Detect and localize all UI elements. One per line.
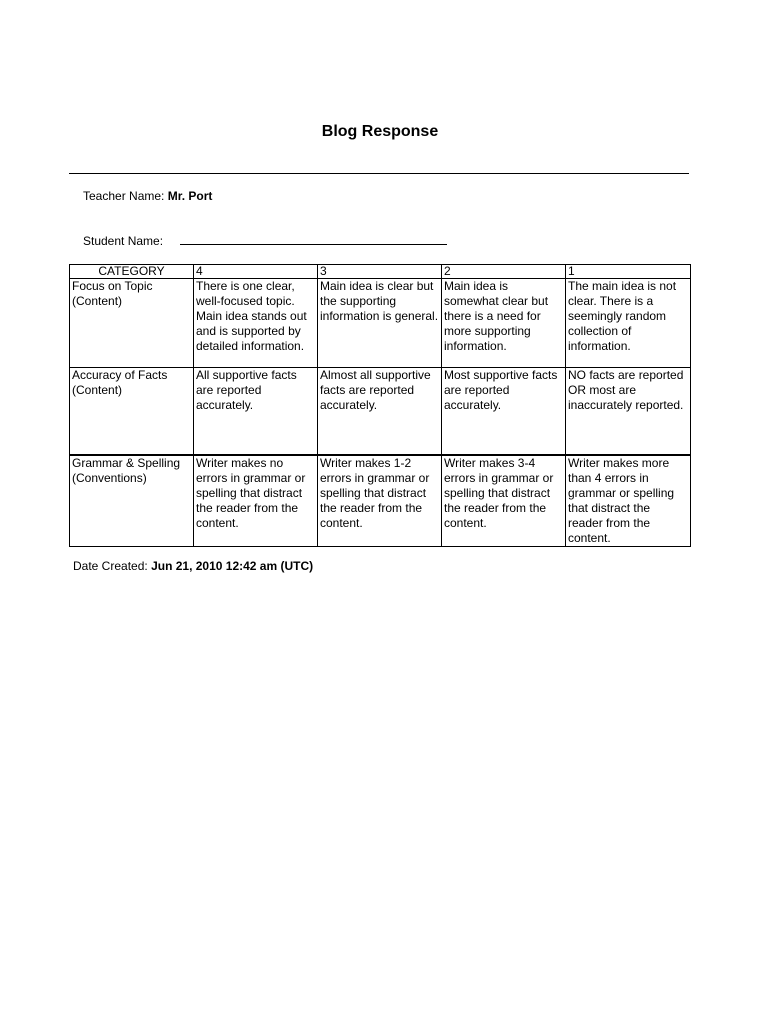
category-name: Focus on Topic (72, 279, 153, 293)
column-header-category: CATEGORY (70, 265, 194, 279)
column-header-3: 3 (318, 265, 442, 279)
category-type: (Content) (72, 294, 123, 308)
document-title: Blog Response (321, 123, 439, 140)
criteria-cell: NO facts are reported OR most are inaccurately reported. (566, 368, 691, 456)
category-type: (Conventions) (72, 471, 147, 485)
criteria-cell: There is one clear, well-focused topic. Main idea stands out and is supported by detailed information. (194, 279, 318, 368)
criteria-cell: Writer makes 1-2 errors in grammar or spelling that distract the reader from the content. (318, 455, 442, 547)
criteria-cell: Writer makes no errors in grammar or spelling that distract the reader from the content. (194, 455, 318, 547)
category-cell (70, 455, 194, 547)
criteria-cell: Main idea is somewhat clear but there is a need for more supporting information. (442, 279, 566, 368)
title-divider (69, 173, 689, 174)
column-header-4: 4 (194, 265, 318, 279)
date-created-label: Date Created: (73, 559, 148, 573)
criteria-cell: Writer makes more than 4 errors in grammar or spelling that distract the reader from the content. (566, 455, 691, 547)
criteria-cell: Writer makes 3-4 errors in grammar or spelling that distract the reader from the content. (442, 455, 566, 547)
criteria-cell: Almost all supportive facts are reported accurately. (318, 368, 442, 456)
criteria-cell: All supportive facts are reported accurately. (194, 368, 318, 456)
table-row (70, 368, 691, 456)
table-row (70, 279, 691, 368)
teacher-name-value: Mr. Port (167, 189, 213, 203)
category-cell (70, 279, 194, 368)
column-header-1: 1 (566, 265, 691, 279)
date-created-field (73, 559, 313, 573)
criteria-cell: The main idea is not clear. There is a seemingly random collection of information. (566, 279, 691, 368)
category-name: Grammar & Spelling (72, 456, 181, 470)
column-header-2: 2 (442, 265, 566, 279)
rubric-table (69, 264, 691, 547)
criteria-cell: Main idea is clear but the supporting information is general. (318, 279, 442, 368)
teacher-name-label: Teacher Name: (83, 189, 165, 203)
student-name-blank-line (180, 234, 447, 245)
category-cell (70, 368, 194, 456)
student-name-label: Student Name: (83, 234, 164, 248)
date-created-value: Jun 21, 2010 12:42 am (UTC) (151, 559, 314, 573)
category-name: Accuracy of Facts (72, 368, 168, 382)
table-header-row (70, 265, 691, 279)
criteria-cell: Most supportive facts are reported accurately. (442, 368, 566, 456)
student-name-field (83, 234, 447, 248)
category-type: (Content) (72, 383, 123, 397)
teacher-name-field (83, 189, 212, 203)
table-row (70, 455, 691, 547)
